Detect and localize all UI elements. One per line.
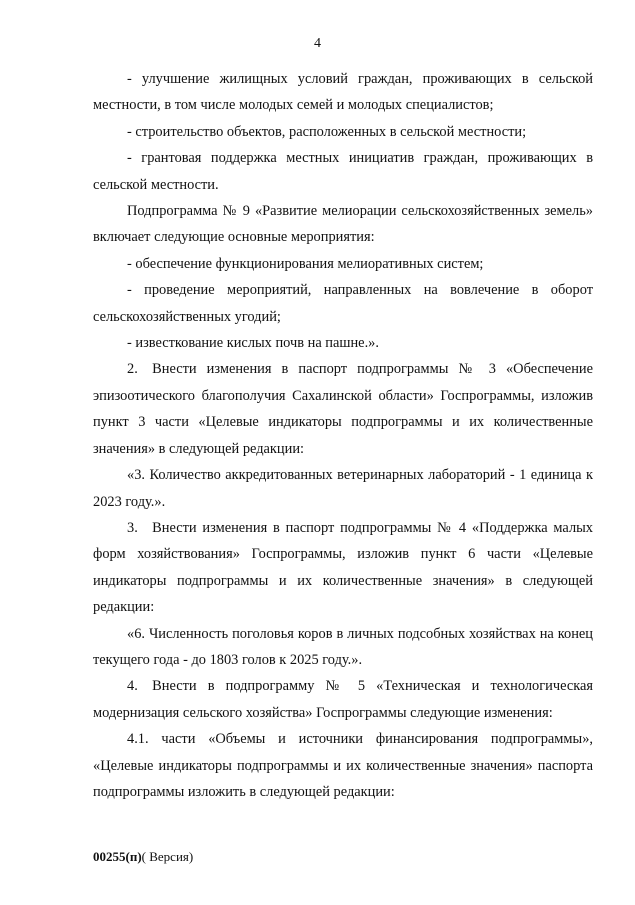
paragraph-item-3: 3. Внести изменения в паспорт подпрограммы № 4 «Поддержка малых форм хозяйствования» Госпрограммы, изложив пункт 6 части «Целевые индикаторы подпрограммы и их количественные значения» в следующей редакции: <box>93 519 593 616</box>
paragraph-land-involvement: - проведение мероприятий, направленных на вовлечение в оборот сельскохозяйственных угодий; <box>93 282 593 325</box>
paragraph-cattle-count: «6. Численность поголовья коров в личных подсобных хозяйствах на конец текущего года - до 1803 голов к 2025 году.». <box>93 625 593 668</box>
document-code: 00255(п) <box>93 849 142 864</box>
paragraph-rural-housing: - улучшение жилищных условий граждан, проживающих в сельской местности, в том числе молодых семей и молодых специалистов; <box>93 71 593 114</box>
page-number: 4 <box>314 36 321 51</box>
paragraph-liming: - известкование кислых почв на пашне.». <box>127 335 379 352</box>
document-body <box>93 66 593 805</box>
paragraph-rural-construction: - строительство объектов, расположенных в сельской местности; <box>127 123 527 140</box>
paragraph-subprogram-9: Подпрограмма № 9 «Развитие мелиорации сельскохозяйственных земель» включает следующие основные мероприятия: <box>93 203 593 246</box>
paragraph-item-2: 2. Внести изменения в паспорт подпрограммы № 3 «Обеспечение эпизоотического благополучия Сахалинской области» Госпрограммы, изложив пункт 3 части «Целевые индикаторы подпрограммы и их количественные значения» в следующей редакции: <box>93 361 593 457</box>
footer-version <box>93 849 193 865</box>
paragraph-grant-support: - грантовая поддержка местных инициатив граждан, проживающих в сельской местности. <box>93 150 593 193</box>
paragraph-vet-labs: «3. Количество аккредитованных ветеринарных лабораторий - 1 единица к 2023 году.». <box>93 467 593 510</box>
paragraph-item-4: 4. Внести в подпрограмму № 5 «Техническая и технологическая модернизация сельского хозяйства» Госпрограммы следующие изменения: <box>93 678 593 721</box>
document-version: ( Версия) <box>141 849 194 864</box>
paragraph-melioration-systems: - обеспечение функционирования мелиоративных систем; <box>127 255 484 272</box>
paragraph-item-4-1: 4.1. части «Объемы и источники финансирования подпрограммы», «Целевые индикаторы подпрограммы и их количественные значения» паспорта подпрограммы изложить в следующей редакции: <box>93 731 593 800</box>
